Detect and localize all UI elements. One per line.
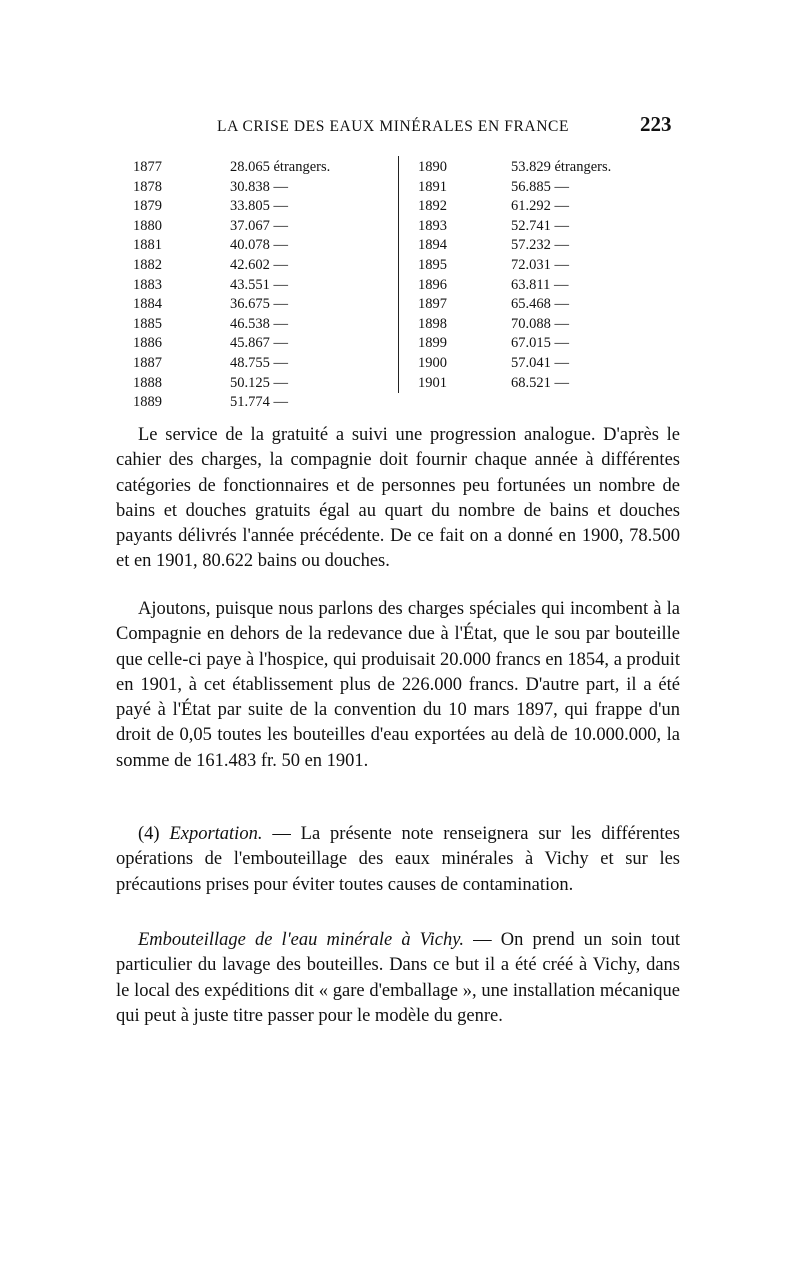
value-cell: 36.675 —	[230, 296, 288, 313]
year-cell: 1899	[418, 335, 447, 352]
value-cell: 70.088 —	[511, 315, 569, 332]
value-cell: 46.538 —	[230, 315, 288, 332]
paragraph-text: Le service de la gratuité a suivi une progression analogue. D'après le cahier des charges, la compagnie doit fournir chaque année à différentes catégories de fonctionnaires et de personnes peu fortunées un nombre de bains et douches gratuits égal au quart du nombre de bains et douches payants délivrés l'année précédente. De ce fait on a donné en 1900, 78.500 et en 1901, 80.622 bains ou douches.	[116, 425, 680, 572]
value-cell: 48.755 —	[230, 354, 288, 371]
value-cell: 43.551 —	[230, 276, 288, 293]
value-cell: 57.041 —	[511, 354, 569, 371]
year-cell: 1885	[133, 315, 162, 332]
year-cell: 1900	[418, 354, 447, 371]
year-cell: 1882	[133, 256, 162, 273]
year-cell: 1887	[133, 354, 162, 371]
year-cell: 1878	[133, 178, 162, 195]
year-cell: 1884	[133, 296, 162, 313]
value-cell: 40.078 —	[230, 237, 288, 254]
year-cell: 1883	[133, 276, 162, 293]
paragraph-text	[116, 822, 680, 898]
year-cell: 1890	[418, 159, 447, 175]
year-cell: 1898	[418, 315, 447, 332]
section-heading: Exportation.	[169, 824, 263, 844]
value-cell: 61.292 —	[511, 198, 569, 215]
value-cell: 51.774 —	[230, 394, 288, 411]
value-cell: 57.232 —	[511, 237, 569, 254]
value-cell: 42.602 —	[230, 256, 288, 273]
year-cell: 1894	[418, 237, 447, 254]
year-cell: 1886	[133, 335, 162, 352]
year-cell: 1893	[418, 217, 447, 234]
year-cell: 1889	[133, 394, 162, 411]
page-number: 223	[640, 112, 672, 136]
running-header	[0, 112, 800, 142]
value-cell: 33.805 —	[230, 198, 288, 215]
value-cell: 37.067 —	[230, 217, 288, 234]
note-label: (4)	[138, 824, 160, 844]
paragraph-body: — La présente note renseignera sur les différentes opérations de l'embouteillage des eaux minérales à Vichy et sur les précautions prises pour éviter toutes causes de contamination.	[116, 824, 680, 895]
value-cell: 68.521 —	[511, 374, 569, 391]
value-cell: 67.015 —	[511, 335, 569, 352]
paragraph-exportation	[116, 822, 680, 898]
paragraph-charges	[116, 597, 680, 774]
paragraph-body: — On prend un soin tout particulier du lavage des bouteilles. Dans ce but il a été créé à Vichy, dans le local des expéditions dit « gare d'emballage », une installation mécanique qui peut à juste titre passer pour le modèle du genre.	[116, 930, 680, 1026]
paragraph-text: Ajoutons, puisque nous parlons des charges spéciales qui incombent à la Compagnie en dehors de la redevance due à l'État, que le sou par bouteille que celle-ci paye à l'hospice, qui produisait 20.000 francs en 1854, a produit en 1901, à cet établissement plus de 226.000 francs. D'autre part, il a été payé à l'État par suite de la convention du 10 mars 1897, qui frappe d'un droit de 0,05 toutes les bouteilles d'eau exportées au delà de 10.000.000, la somme de 161.483 fr. 50 en 1901.	[116, 599, 680, 771]
paragraph-embouteillage	[116, 928, 680, 1029]
section-heading: Embouteillage de l'eau minérale à Vichy.	[138, 930, 465, 950]
year-cell: 1888	[133, 374, 162, 391]
value-cell: 52.741 —	[511, 217, 569, 234]
year-cell: 1891	[418, 178, 447, 195]
year-cell: 1880	[133, 217, 162, 234]
value-cell: 28.065 étrangers.	[230, 159, 331, 175]
value-cell: 53.829 étrangers.	[511, 159, 612, 175]
value-cell: 30.838 —	[230, 178, 288, 195]
value-cell: 56.885 —	[511, 178, 569, 195]
year-cell: 1895	[418, 256, 447, 273]
year-cell: 1879	[133, 198, 162, 215]
paragraph-text	[116, 928, 680, 1029]
value-cell: 65.468 —	[511, 296, 569, 313]
year-cell: 1897	[418, 296, 447, 313]
paragraph-gratuite	[116, 423, 680, 575]
running-title: LA CRISE DES EAUX MINÉRALES EN FRANCE	[217, 118, 570, 135]
value-cell: 50.125 —	[230, 374, 288, 391]
value-cell: 45.867 —	[230, 335, 288, 352]
column-divider	[398, 156, 399, 393]
year-cell: 1896	[418, 276, 447, 293]
value-cell: 63.811 —	[511, 276, 569, 293]
year-cell: 1881	[133, 237, 162, 254]
value-cell: 72.031 —	[511, 256, 569, 273]
year-cell: 1892	[418, 198, 447, 215]
year-cell: 1901	[418, 374, 447, 391]
year-cell: 1877	[133, 159, 162, 175]
